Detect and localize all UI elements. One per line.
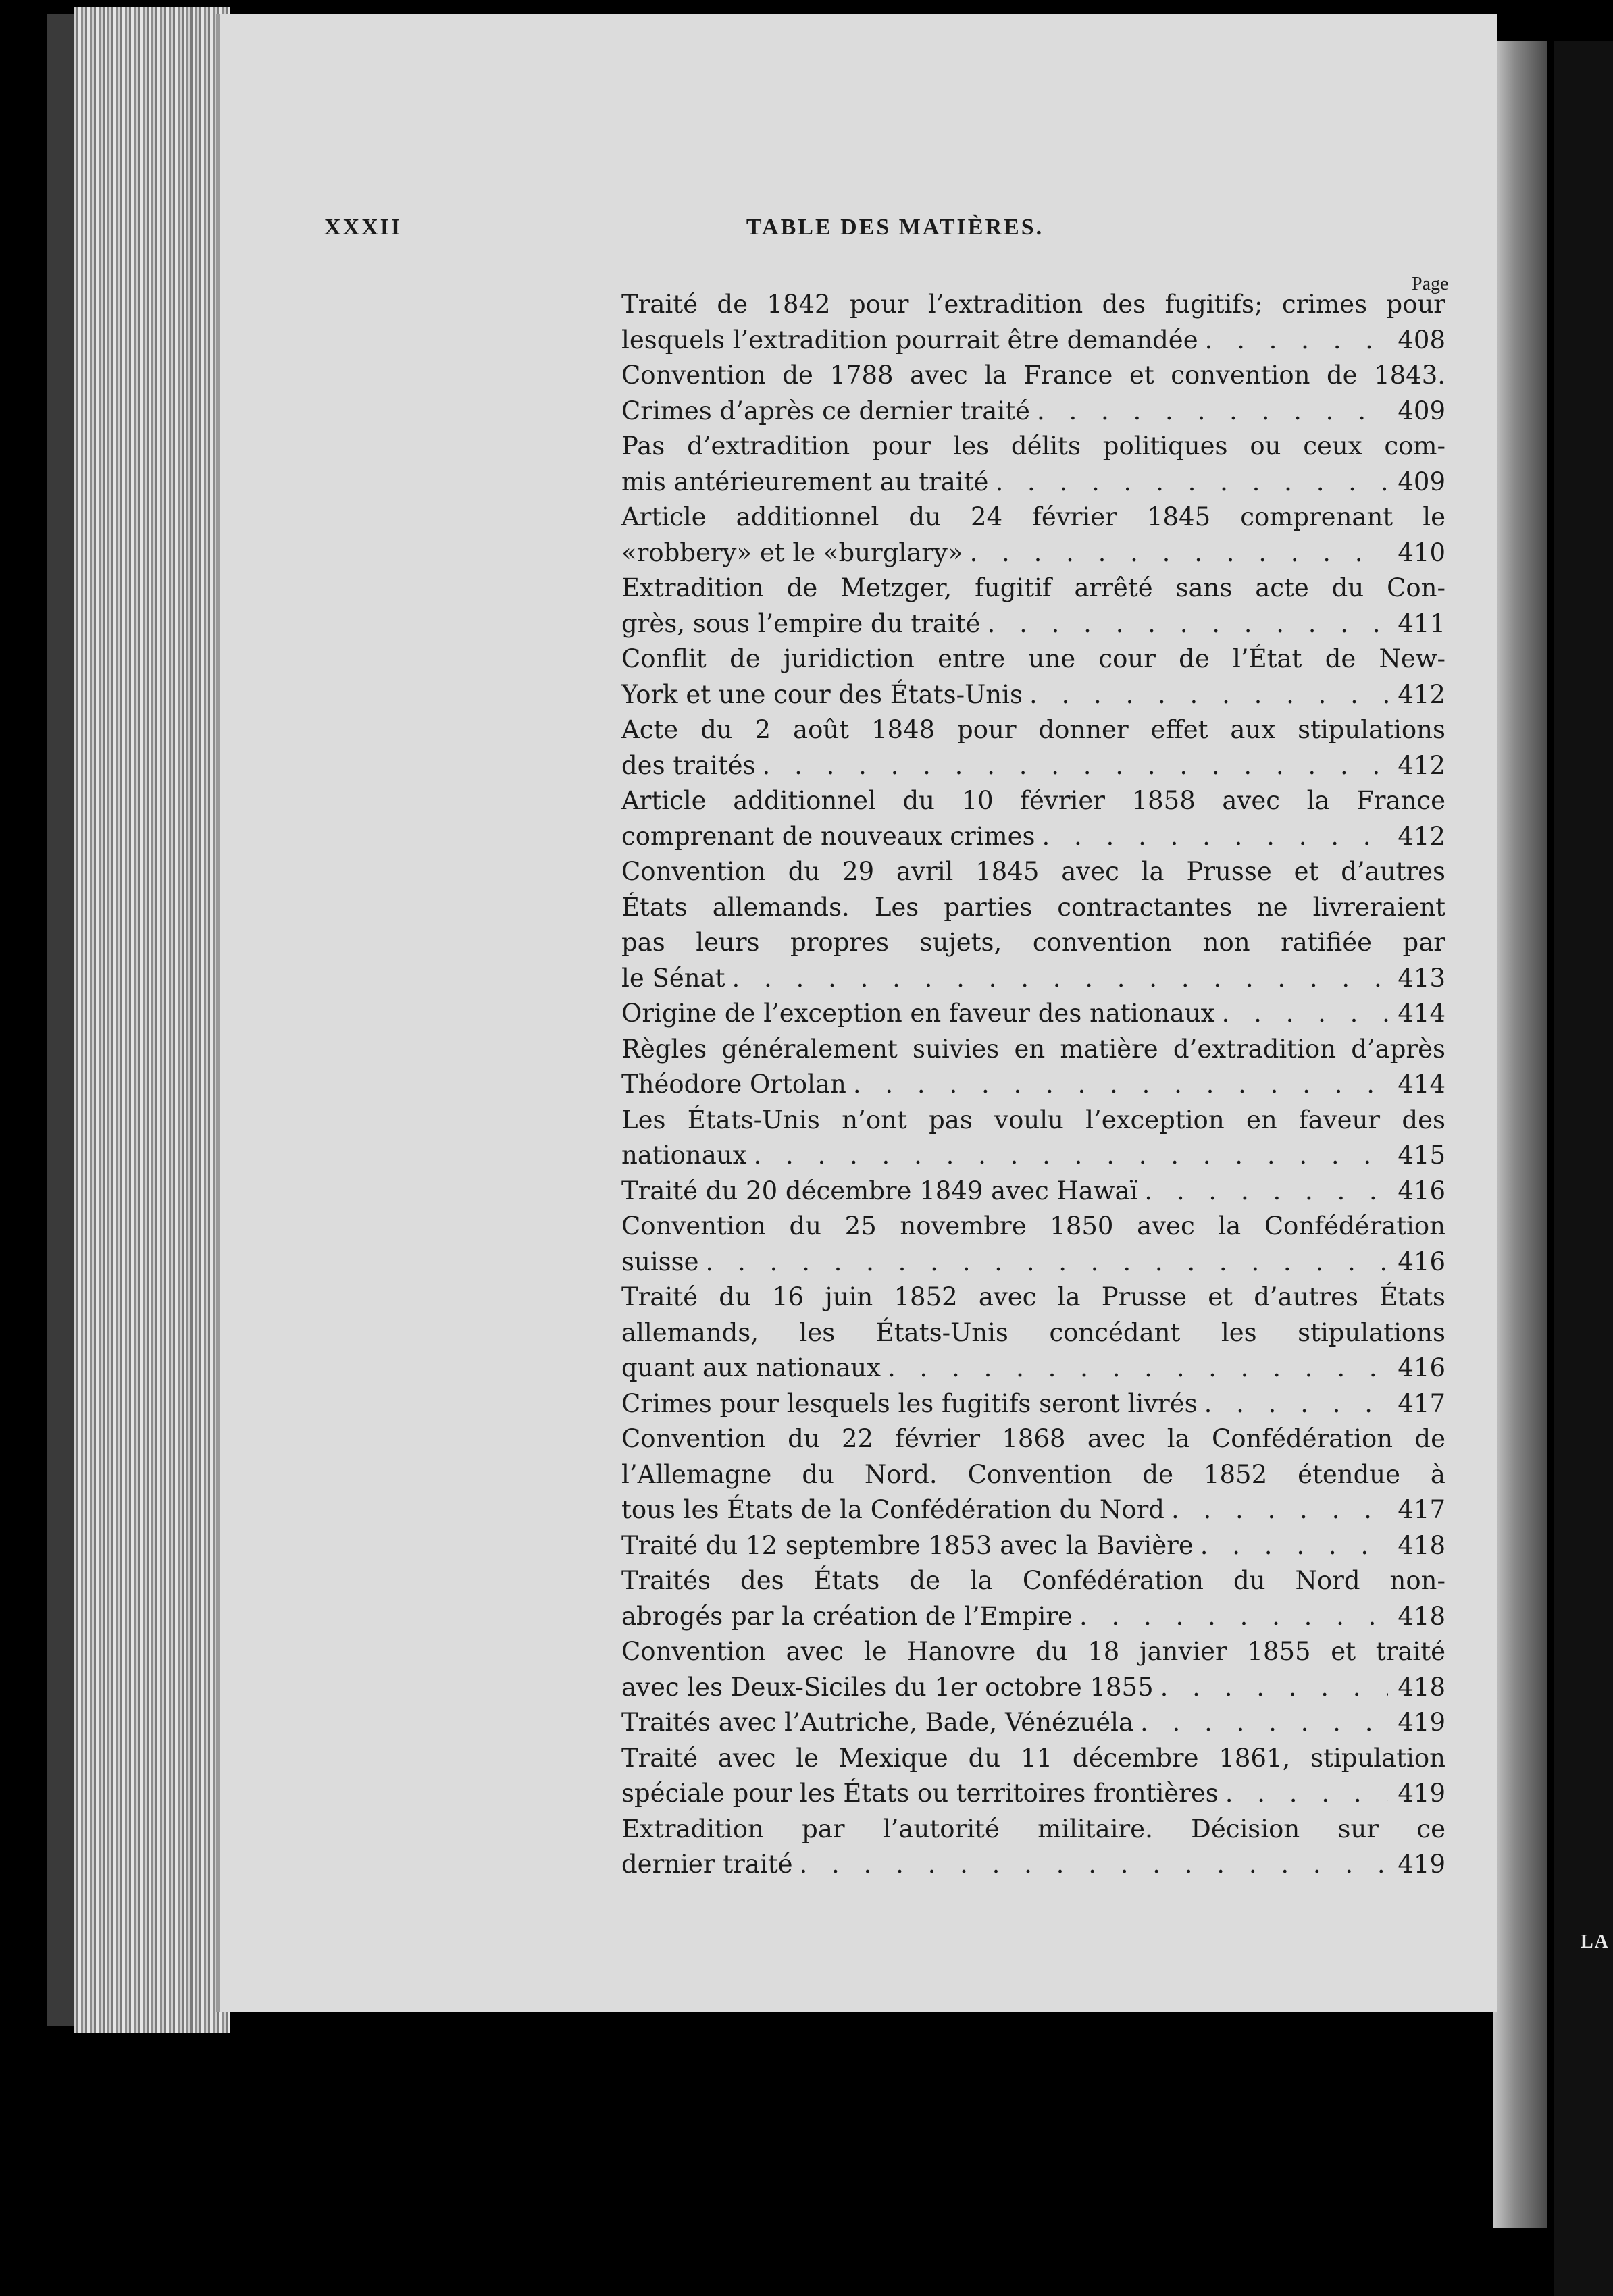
dot-leader — [800, 1847, 1389, 1883]
toc-entry — [621, 1634, 1445, 1705]
dot-leader — [1144, 1174, 1388, 1209]
dot-leader — [1079, 1599, 1388, 1635]
toc-entry-text: Pas d’extradition pour les délits politiques ou ceux com- — [621, 432, 1445, 461]
toc-entry — [621, 1563, 1445, 1634]
toc-entry-line — [621, 606, 1445, 642]
toc-entry-text: Traité avec le Mexique du 11 décembre 1861, stipulation — [621, 1743, 1445, 1773]
toc-entry-line — [621, 287, 1445, 323]
toc-entry — [621, 1280, 1445, 1386]
toc-entry — [621, 712, 1445, 783]
dot-leader — [988, 606, 1389, 642]
toc-entry-line — [621, 1032, 1445, 1068]
book-edge-shadow — [47, 14, 74, 2026]
dot-leader — [888, 1351, 1388, 1386]
toc-page-number: 417 — [1398, 1495, 1445, 1524]
toc-entry — [621, 1103, 1445, 1174]
toc-entry — [621, 1705, 1445, 1741]
toc-entry-text: mis antérieurement au traité — [621, 467, 989, 496]
running-header — [324, 215, 1466, 255]
toc-entry-line — [621, 1492, 1445, 1528]
toc-entry-line — [621, 1776, 1445, 1812]
toc-entry-line — [621, 1280, 1445, 1315]
toc-entry — [621, 429, 1445, 500]
toc-entry-text: Règles généralement suivies en matière d’extradition d’après — [621, 1034, 1445, 1064]
toc-page-number: 418 — [1398, 1672, 1445, 1702]
toc-entry-text: suisse — [621, 1247, 699, 1276]
dot-leader — [970, 536, 1389, 571]
toc-page-number: 416 — [1398, 1353, 1445, 1382]
toc-page-number: 413 — [1398, 963, 1445, 993]
toc-entry-text: Convention de 1788 avec la France et convention de 1843. — [621, 361, 1445, 390]
toc-entry-line — [621, 1386, 1445, 1422]
toc-entry — [621, 500, 1445, 571]
toc-entry-line — [621, 1670, 1445, 1706]
toc-page-number: 411 — [1398, 608, 1445, 638]
toc-entry-line — [621, 1138, 1445, 1174]
toc-page-number: 416 — [1398, 1176, 1445, 1205]
toc-entry-line — [621, 783, 1445, 819]
toc-entry-text: comprenant de nouveaux crimes — [621, 821, 1035, 851]
toc-entry-line — [621, 1634, 1445, 1670]
toc-page-number: 419 — [1398, 1708, 1445, 1737]
toc-entry-line — [621, 996, 1445, 1032]
toc-entry-text: Origine de l’exception en faveur des nationaux — [621, 999, 1215, 1028]
page-stack-edges — [74, 7, 230, 2033]
dot-leader — [1140, 1705, 1388, 1741]
toc-entry-text: spéciale pour les États ou territoires frontières — [621, 1779, 1219, 1808]
toc-entry — [621, 1421, 1445, 1528]
toc-entry-text: l’Allemagne du Nord. Convention de 1852 étendue à — [621, 1459, 1445, 1489]
toc-entry-line — [621, 1741, 1445, 1777]
toc-entry-line — [621, 465, 1445, 500]
toc-entry-text: Crimes pour lesquels les fugitifs seront livrés — [621, 1388, 1198, 1418]
toc-page-number: 414 — [1398, 1070, 1445, 1099]
toc-entry-line — [621, 1847, 1445, 1883]
toc-entry-text: Traité de 1842 pour l’extradition des fugitifs; crimes pour — [621, 290, 1445, 319]
toc-entry-text: Article additionnel du 10 février 1858 avec la France — [621, 786, 1445, 815]
toc-entry-text: États allemands. Les parties contractantes ne livreraient — [621, 892, 1445, 922]
toc-page-number: 418 — [1398, 1601, 1445, 1631]
toc-entry-text: le Sénat — [621, 963, 725, 993]
toc-entry-text: Traités des États de la Confédération du Nord non- — [621, 1566, 1445, 1595]
toc-entry-text: Convention du 29 avril 1845 avec la Prusse et d’autres — [621, 857, 1445, 886]
toc-entry-line — [621, 500, 1445, 536]
toc-entry — [621, 642, 1445, 712]
dot-leader — [1204, 1386, 1389, 1422]
toc-entry — [621, 571, 1445, 642]
toc-entry-text: Extradition de Metzger, fugitif arrêté sans acte du Con- — [621, 573, 1445, 602]
toc-entry-line — [621, 1812, 1445, 1848]
toc-entry-line — [621, 925, 1445, 961]
dot-leader — [1160, 1670, 1389, 1706]
dot-leader — [1029, 677, 1388, 713]
toc-entry-line — [621, 748, 1445, 784]
toc-entry-text: allemands, les États-Unis concédant les stipulations — [621, 1317, 1445, 1347]
dot-leader — [732, 961, 1389, 997]
toc-entry-line — [621, 642, 1445, 677]
toc-page-number: 416 — [1398, 1247, 1445, 1276]
toc-entry-text: Extradition par l’autorité militaire. Décision sur ce — [621, 1814, 1445, 1844]
toc-entry-text: tous les États de la Confédération du Nord — [621, 1495, 1164, 1524]
toc-page-number: 417 — [1398, 1388, 1445, 1418]
dot-leader — [1037, 394, 1388, 429]
dot-leader — [1225, 1776, 1389, 1812]
toc-page-number: 419 — [1398, 1850, 1445, 1879]
toc-page-number: 414 — [1398, 999, 1445, 1028]
toc-entry — [621, 358, 1445, 429]
toc-entry-line — [621, 429, 1445, 465]
toc-entry-text: dernier traité — [621, 1850, 793, 1879]
toc-entry-line — [621, 1705, 1445, 1741]
toc-entry-line — [621, 890, 1445, 926]
toc-entry-line — [621, 394, 1445, 429]
toc-entry-text: grès, sous l’empire du traité — [621, 608, 981, 638]
toc-entry-text: nationaux — [621, 1141, 747, 1170]
toc-entry — [621, 287, 1445, 358]
toc-page-number: 418 — [1398, 1530, 1445, 1560]
toc-page-number: 408 — [1398, 325, 1445, 355]
toc-entry-text: Conflit de juridiction entre une cour de l’État de New- — [621, 644, 1445, 673]
toc-entry — [621, 1032, 1445, 1103]
toc-entry — [621, 854, 1445, 996]
toc-entry-line — [621, 1174, 1445, 1209]
toc-entry-line — [621, 1528, 1445, 1564]
toc-entry-text: abrogés par la création de l’Empire — [621, 1601, 1073, 1631]
toc-entry-line — [621, 1599, 1445, 1635]
toc-entry-text: Convention avec le Hanovre du 18 janvier 1855 et traité — [621, 1637, 1445, 1666]
toc-entry-text: Traité du 16 juin 1852 avec la Prusse et d’autres États — [621, 1282, 1445, 1311]
toc-entry — [621, 1528, 1445, 1564]
toc-entry-text: Traités avec l’Autriche, Bade, Vénézuéla — [621, 1708, 1134, 1737]
dot-leader — [1200, 1528, 1389, 1564]
toc-entry-line — [621, 677, 1445, 713]
toc-entry-text: Les États-Unis n’ont pas voulu l’exception en faveur des — [621, 1105, 1445, 1134]
dot-leader — [753, 1138, 1388, 1174]
toc-entry-text: «robbery» et le «burglary» — [621, 538, 963, 567]
dot-leader — [1205, 323, 1389, 359]
toc-entry-line — [621, 712, 1445, 748]
toc-entry-text: avec les Deux-Siciles du 1er octobre 1855 — [621, 1672, 1154, 1702]
toc-page-number: 409 — [1398, 396, 1445, 425]
toc-entry-text: York et une cour des États-Unis — [621, 679, 1023, 709]
toc-entry-text: Acte du 2 août 1848 pour donner effet aux stipulations — [621, 715, 1445, 744]
toc-entry-text: quant aux nationaux — [621, 1353, 881, 1382]
toc-entry-line — [621, 1067, 1445, 1103]
toc-entry-line — [621, 1209, 1445, 1245]
toc-entry — [621, 1174, 1445, 1209]
toc-entry-line — [621, 961, 1445, 997]
page-title: TABLE DES MATIÈRES. — [746, 215, 1044, 240]
toc-entry-line — [621, 1245, 1445, 1280]
toc-page-number: 412 — [1398, 750, 1445, 780]
toc-entry-text: pas leurs propres sujets, convention non ratifiée par — [621, 928, 1445, 957]
toc-page-number: 409 — [1398, 467, 1445, 496]
toc-entry-text: lesquels l’extradition pourrait être demandée — [621, 325, 1198, 355]
page-column-label: Page — [1412, 273, 1449, 294]
toc-entry-line — [621, 1421, 1445, 1457]
toc-entry — [621, 1386, 1445, 1422]
dot-leader — [763, 748, 1389, 784]
dot-leader — [1222, 996, 1389, 1032]
toc-entry-line — [621, 1103, 1445, 1139]
toc-entry-text: Convention du 25 novembre 1850 avec la Confédération — [621, 1211, 1445, 1241]
toc-entry-line — [621, 571, 1445, 606]
dot-leader — [706, 1245, 1389, 1280]
toc-entry-line — [621, 854, 1445, 890]
toc-page-number: 419 — [1398, 1779, 1445, 1808]
toc-entry — [621, 1209, 1445, 1280]
toc-entry-line — [621, 1315, 1445, 1351]
toc-entry-text: Convention du 22 février 1868 avec la Confédération de — [621, 1424, 1445, 1453]
toc-page-number: 412 — [1398, 679, 1445, 709]
dot-leader — [995, 465, 1388, 500]
toc-page-number: 415 — [1398, 1141, 1445, 1170]
toc-entry-text: Crimes d’après ce dernier traité — [621, 396, 1030, 425]
toc-page-number: 412 — [1398, 821, 1445, 851]
toc-entry-line — [621, 323, 1445, 359]
facing-page-edge — [1493, 41, 1547, 2228]
facing-page-fragment: LA — [1581, 1931, 1610, 1952]
toc-entry — [621, 1812, 1445, 1883]
table-of-contents — [621, 287, 1445, 1883]
page-number: XXXII — [324, 215, 403, 240]
toc-entry — [621, 783, 1445, 854]
toc-entry-line — [621, 1351, 1445, 1386]
dot-leader — [1171, 1492, 1388, 1528]
toc-entry-text: des traités — [621, 750, 756, 780]
toc-entry-line — [621, 536, 1445, 571]
toc-entry — [621, 996, 1445, 1032]
facing-page-shadow — [1554, 41, 1613, 2296]
toc-entry-text: Traité du 20 décembre 1849 avec Hawaï — [621, 1176, 1138, 1205]
toc-entry-line — [621, 1563, 1445, 1599]
toc-entry-text: Théodore Ortolan — [621, 1070, 846, 1099]
toc-entry-text: Traité du 12 septembre 1853 avec la Bavière — [621, 1530, 1194, 1560]
toc-entry — [621, 1741, 1445, 1812]
dot-leader — [853, 1067, 1389, 1103]
toc-entry-line — [621, 358, 1445, 394]
toc-entry-text: Article additionnel du 24 février 1845 comprenant le — [621, 502, 1445, 531]
dot-leader — [1042, 819, 1389, 855]
toc-page-number: 410 — [1398, 538, 1445, 567]
toc-entry-line — [621, 819, 1445, 855]
toc-entry-line — [621, 1457, 1445, 1493]
